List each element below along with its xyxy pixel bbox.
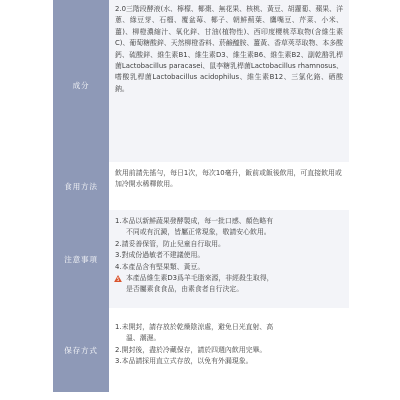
notes-item-5	[115, 273, 343, 284]
notes-item-3: 3.對成份過敏者不建議使用。	[115, 251, 205, 260]
ingredients-text: 2.0三階段酵液(水、檸檬、椰棗、無花果、核桃、黃豆、胡蘿蔔、蘋果、洋蔥、綠豆芽、石榴、覆盆莓、椰子、朝鮮薊葉、鷹嘴豆、芹菜、小米、薑)、柳橙濃縮汁、氧化鋅、甘油(植物性)、西印度櫻桃萃取物(含維生素C)、葡萄糖酸鋅、天然柳橙香料、菸鹼醯胺、薑黃、香草莢萃取物、本多酸鈣、硫酸鋅、維生素B1、維生素D3、維生素B6、維生素B2、副乾酪乳桿菌Lactobacillus paracasei、鼠李糖乳桿菌Lactobacillus rhamnosus、嗜酸乳桿菌Lactobacillus acidophilus、維生素B12、三氯化鉻、硒酸鈉。	[115, 5, 343, 93]
storage-cell	[109, 308, 349, 392]
ingredients-row	[53, 0, 349, 170]
storage-row	[53, 308, 349, 392]
notes-item-5-cont: 是否屬素食食品，由素食者自行決定。	[126, 285, 244, 294]
usage-block	[53, 162, 349, 210]
usage-cell	[109, 162, 349, 210]
notes-label: 注意事項	[53, 210, 109, 308]
storage-item-1: 1.未開封，請存放於乾燥陰涼處，避免日光直射、高	[115, 323, 274, 331]
usage-label: 食用方法	[53, 162, 109, 210]
notes-row	[53, 210, 349, 308]
svg-text:5: 5	[116, 278, 120, 283]
storage-item-2: 2.開封後，盡於冷藏保存，請於四週內飲用完畢。	[115, 345, 267, 354]
notes-item-1-cont: 不同或有沉澱，皆屬正常現象，敬請安心飲用。	[126, 228, 271, 237]
notes-cell	[109, 210, 349, 308]
storage-label: 保存方式	[53, 308, 109, 392]
usage-text: 飲用前請先搖勻，每日1次，每次10毫升，飯前或飯後飲用，可直接飲用或加冷開水稀釋飲用。	[115, 169, 342, 189]
ingredients-label: 成分	[53, 0, 109, 170]
ingredients-cell	[109, 0, 349, 170]
storage-item-1-cont: 溫、潮濕。	[126, 334, 161, 343]
notes-item-5-text: 本產品維生素D3爲羊毛脂來源，非經殺生取得，	[126, 274, 274, 283]
notes-item-2: 2.請妥善保管，防止兒童自行取用。	[115, 239, 225, 248]
notes-item-4: 4.本產品含有堅果類、黃豆。	[115, 262, 205, 271]
storage-item-3: 3.本品請採用直立式存放，以免有外漏現象。	[115, 357, 253, 366]
notes-item-1: 1.本品以新鮮蔬果發酵製成，每一批口感、顏色略有	[115, 217, 274, 225]
product-spec-table	[53, 0, 349, 400]
warning-icon	[114, 275, 122, 282]
